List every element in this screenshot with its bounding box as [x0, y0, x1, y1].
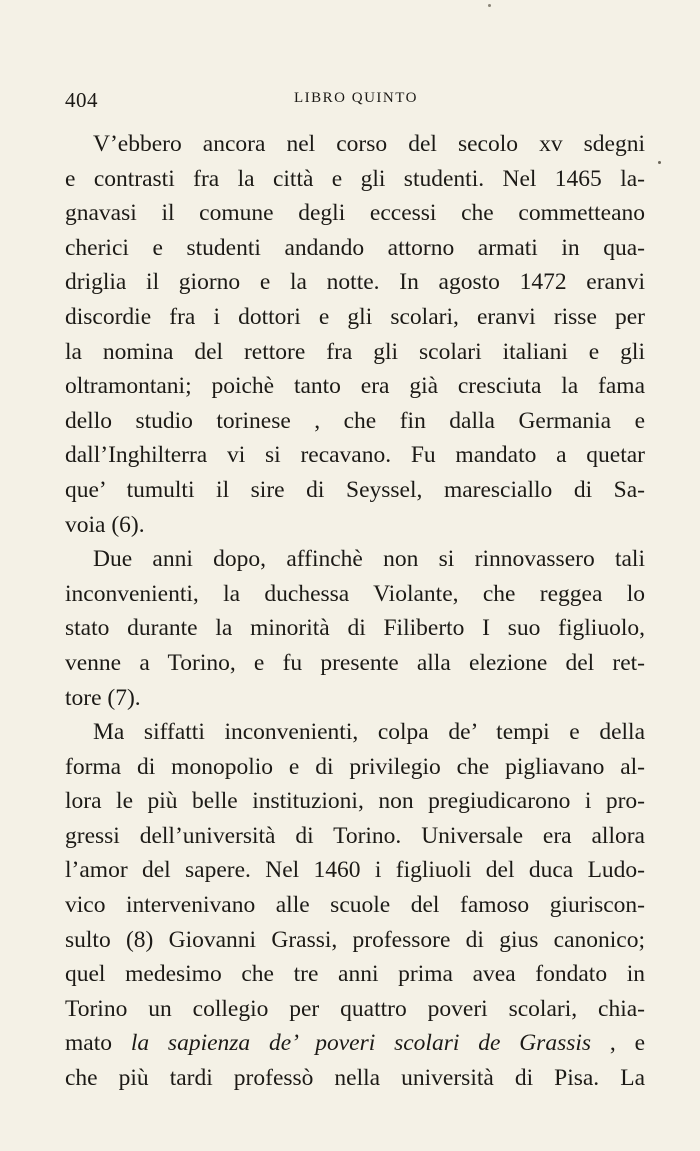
text-line: lora le più belle instituzioni, non pregiudicarono i pro- — [65, 788, 645, 815]
page-header — [65, 88, 647, 114]
text-line: voia (6). — [65, 511, 145, 538]
text-line: l’amor del sapere. Nel 1460 i figliuoli del duca Ludo- — [65, 857, 645, 884]
paper-speck — [658, 161, 661, 164]
text-line: che più tardi professò nella università di Pisa. La — [65, 1065, 645, 1092]
text-line: Due anni dopo, affinchè non si rinnovassero tali — [93, 546, 645, 573]
text-line: gressi dell’università di Torino. Universale era allora — [65, 822, 645, 849]
text-line: venne a Torino, e fu presente alla elezione del ret- — [65, 649, 645, 676]
text-line: Torino un collegio per quattro poveri scolari, chia- — [65, 995, 645, 1022]
body-text — [65, 127, 645, 1096]
text-line: driglia il giorno e la notte. In agosto 1472 eranvi — [65, 269, 645, 296]
text-line: quel medesimo che tre anni prima avea fondato in — [65, 961, 645, 988]
text-segment: , e — [591, 1030, 645, 1057]
page-number: 404 — [65, 88, 98, 112]
text-line: stato durante la minorità di Filiberto I suo figliuolo, — [65, 615, 645, 642]
italic-title: la sapienza de’ poveri scolari de Grassis — [130, 1030, 592, 1057]
text-line: oltramontani; poichè tanto era già cresciuta la fama — [65, 373, 645, 400]
text-line: que’ tumulti il sire di Seyssel, maresciallo di Sa- — [65, 476, 645, 503]
text-line: dall’Inghilterra vi si recavano. Fu mandato a quetar — [65, 442, 645, 469]
text-line: dello studio torinese , che fin dalla Germania e — [65, 407, 645, 434]
running-head: LIBRO QUINTO — [294, 90, 418, 106]
text-line: gnavasi il comune degli eccessi che commetteano — [65, 200, 645, 227]
text-line: la nomina del rettore fra gli scolari italiani e gli — [65, 338, 645, 365]
text-line: inconvenienti, la duchessa Violante, che reggea lo — [65, 580, 645, 607]
paper-speck — [488, 4, 491, 7]
text-segment: mato — [65, 1030, 131, 1057]
text-line: vico intervenivano alle scuole del famoso giuriscon- — [65, 892, 645, 919]
text-line: cherici e studenti andando attorno armati in qua- — [65, 234, 645, 261]
text-line: forma di monopolio e di privilegio che pigliavano al- — [65, 753, 645, 780]
text-line: e contrasti fra la città e gli studenti. Nel 1465 la- — [65, 165, 645, 192]
text-line: V’ebbero ancora nel corso del secolo xv sdegni — [93, 131, 645, 157]
text-line — [65, 1026, 645, 1061]
text-line: sulto (8) Giovanni Grassi, professore di gius canonico; — [65, 926, 645, 953]
text-line: Ma siffatti inconvenienti, colpa de’ tempi e della — [93, 719, 645, 746]
text-line: tore (7). — [65, 684, 141, 711]
text-line: discordie fra i dottori e gli scolari, eranvi risse per — [65, 303, 645, 330]
